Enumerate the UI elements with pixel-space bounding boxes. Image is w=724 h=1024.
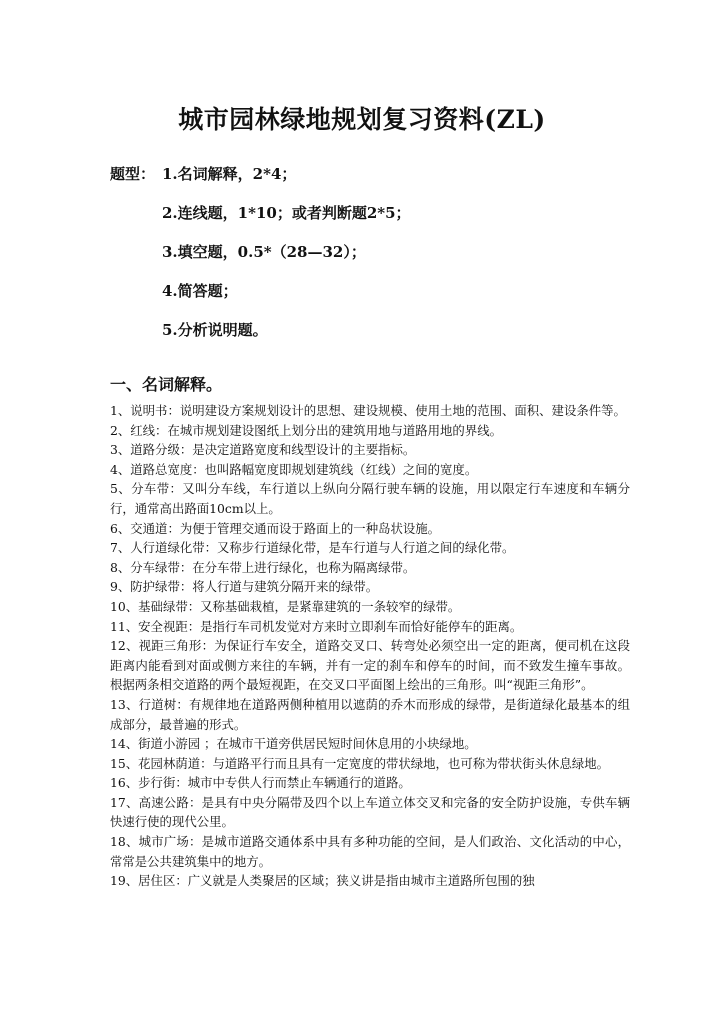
question-type-row	[110, 162, 411, 201]
definition-item: 12、视距三角形：为保证行车安全，道路交叉口、转弯处必须空出一定的距离，便司机在这段距离内能看到对面或侧方来往的车辆，并有一定的刹车和停车的时间，而不致发生撞车事故。根据两条相交道路的两个最短视距，在交叉口平面图上绘出的三角形。叫“视距三角形”。	[110, 638, 630, 693]
definition-item: 10、基础绿带：又称基础栽植，是紧靠建筑的一条较窄的绿带。	[110, 598, 461, 614]
question-type-item: 5.分析说明题。	[162, 321, 268, 339]
definition-item: 5、分车带：又叫分车线，车行道以上纵向分隔行驶车辆的设施，用以限定行车速度和车辆分行，通常高出路面10cm以上。	[110, 481, 630, 516]
definition-item: 13、行道树：有规律地在道路两侧种植用以遮荫的乔木而形成的绿带，是街道绿化最基本的组成部分，最普遍的形式。	[110, 696, 630, 732]
definition-item: 8、分车绿带：在分车带上进行绿化，也称为隔离绿带。	[110, 559, 416, 575]
question-type-row	[110, 318, 411, 357]
definition-item: 15、花园林荫道：与道路平行而且具有一定宽度的带状绿地，也可称为带状街头休息绿地。	[110, 755, 610, 771]
question-type-row	[110, 201, 411, 240]
definition-item: 11、安全视距：是指行车司机发觉对方来时立即刹车而恰好能停车的距离。	[110, 618, 523, 634]
question-type-row	[110, 279, 411, 318]
question-type-item: 1.名词解释，2*4；	[162, 165, 297, 183]
section-heading: 一、名词解释。	[110, 375, 223, 394]
definition-item: 4、道路总宽度：也叫路幅宽度即规划建筑线（红线）之间的宽度。	[110, 461, 478, 477]
definitions-list	[110, 401, 630, 891]
definition-item: 19、居住区：广义就是人类聚居的区域；狭义讲是指由城市主道路所包围的独	[110, 873, 535, 889]
question-type-row	[110, 240, 411, 279]
definition-item: 18、城市广场：是城市道路交通体系中具有多种功能的空间，是人们政治、文化活动的中心，常常是公共建筑集中的地方。	[110, 834, 630, 869]
document-title: 城市园林绿地规划复习资料(ZL)	[178, 105, 546, 134]
definition-item: 2、红线：在城市规划建设图纸上划分出的建筑用地与道路用地的界线。	[110, 422, 502, 438]
definition-item: 7、人行道绿化带：又称步行道绿化带，是车行道与人行道之间的绿化带。	[110, 540, 515, 556]
question-type-item: 4.简答题；	[162, 282, 238, 300]
definition-item: 14、街道小游园 ；在城市干道旁供居民短时间休息用的小块绿地。	[110, 736, 477, 752]
definition-item: 16、步行街：城市中专供人行而禁止车辆通行的道路。	[110, 775, 411, 791]
definition-item: 6、交通道：为便于管理交通而设于路面上的一种岛状设施。	[110, 520, 441, 536]
question-type-item: 2.连线题，1*10；或者判断题2*5；	[162, 204, 411, 222]
question-types	[110, 162, 411, 357]
question-types-label: 题型：	[110, 165, 156, 183]
definition-item: 17、高速公路：是具有中央分隔带及四个以上车道立体交叉和完备的安全防护设施，专供车辆快速行使的现代公里。	[110, 794, 630, 830]
question-type-item: 3.填空题，0.5*（28—32）；	[162, 243, 366, 261]
definition-item: 9、防护绿带：将人行道与建筑分隔开来的绿带。	[110, 579, 379, 595]
definition-item: 3、道路分级：是决定道路宽度和线型设计的主要指标。	[110, 442, 416, 458]
definition-item: 1、说明书：说明建设方案规划设计的思想、建设规模、使用土地的范围、面积、建设条件等。	[110, 403, 626, 418]
